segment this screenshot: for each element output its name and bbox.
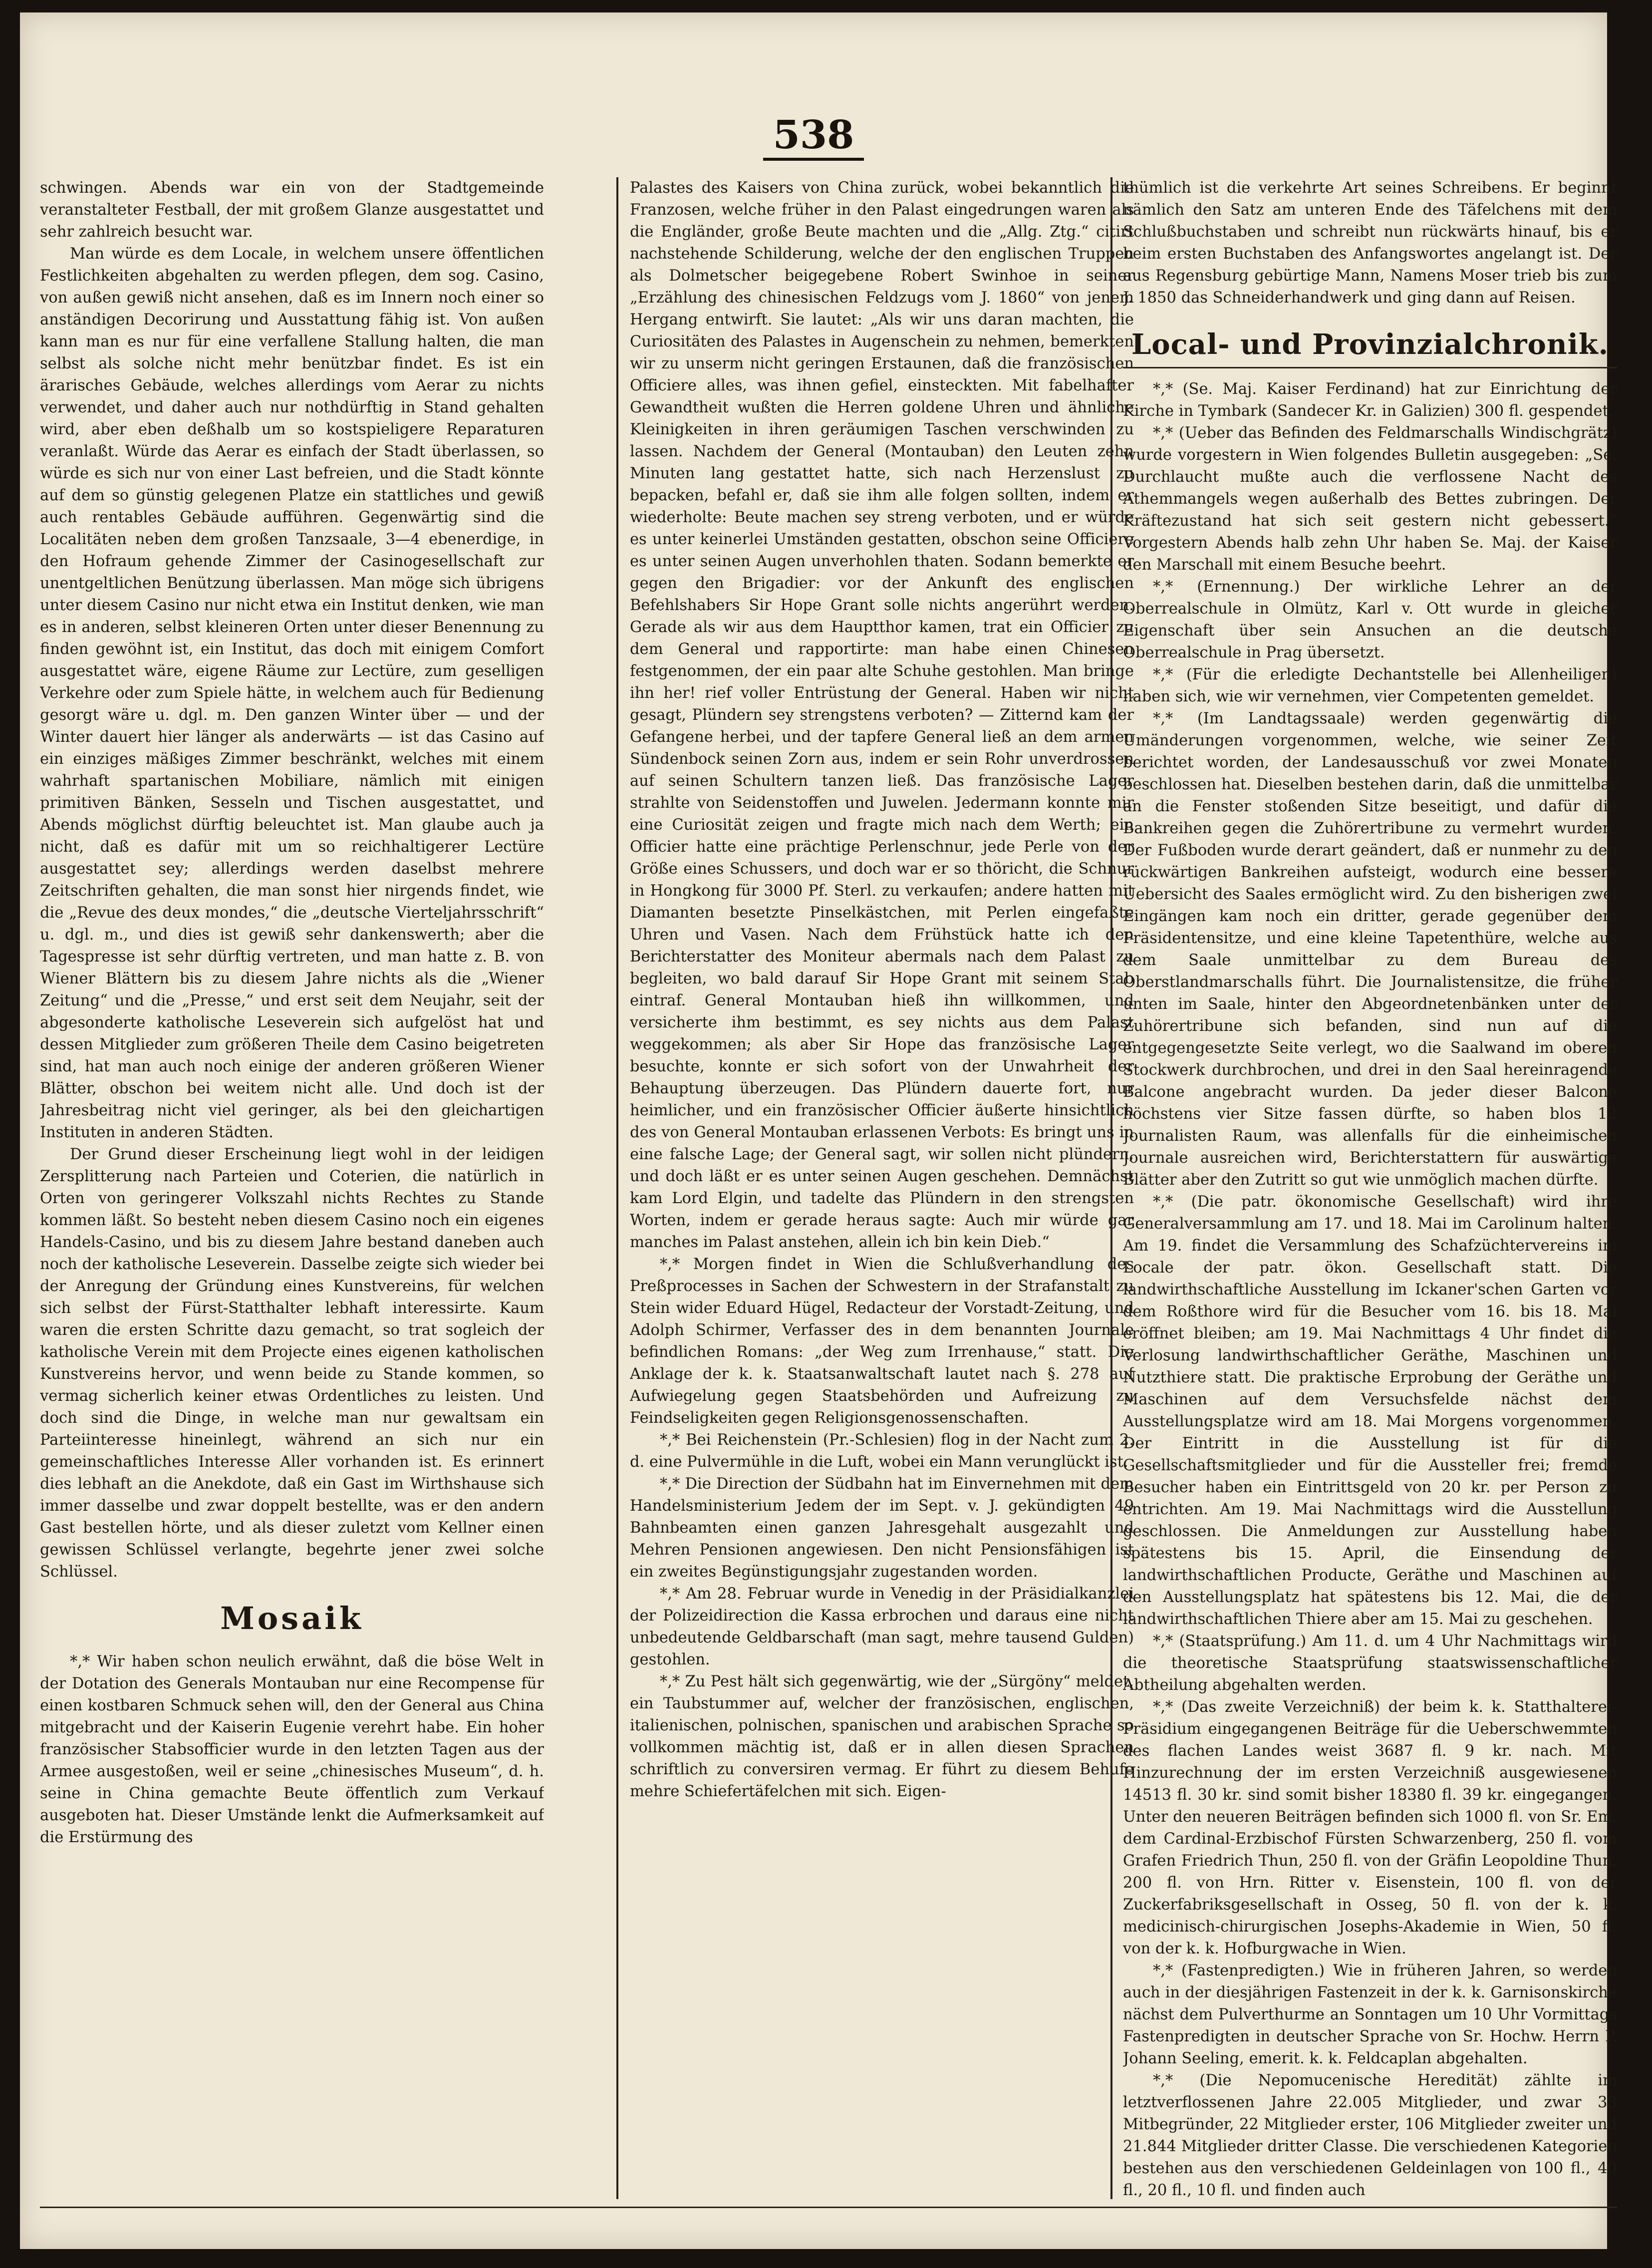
page-number bbox=[20, 112, 1607, 161]
paragraph: *,* Am 28. Februar wurde in Venedig in der Präsidialkanzlei der Polizeidirection die Kassa erbrochen und daraus eine nicht unbedeutende Geldbarschaft (man sagt, mehre tausend Gulden) gestohlen. bbox=[630, 1585, 1134, 1668]
column-3 bbox=[1123, 177, 1617, 2199]
page-number-text: 538 bbox=[763, 112, 864, 161]
paragraph: *,* (Fastenpredigten.) Wie in früheren Jahren, so werden auch in der diesjährigen Fastenzeit in der k. k. Garnisonskirche nächst dem Pulverthurme an Sonntagen um 10 Uhr Vormittags Fastenpredigten in deutscher Sprache von Sr. Hochw. Herrn P. Johann Seeling, emerit. k. k. Feldcaplan abgehalten. bbox=[1123, 1962, 1617, 2067]
section-heading-local-chronicle: Local- und Provinzialchronik. bbox=[1123, 322, 1617, 368]
paragraph: *,* (Se. Maj. Kaiser Ferdinand) hat zur Einrichtung der Kirche in Tymbark (Sandecer Kr. in Galizien) 300 fl. gespendet. bbox=[1123, 380, 1617, 420]
paragraph: Man würde es dem Locale, in welchem unsere öffentlichen Festlichkeiten abgehalten zu werden pflegen, dem sog. Casino, von außen gewiß nicht ansehen, daß es im Innern noch einer so anständigen Decorirung und Ausstattung fähig ist. Von außen kann man es nur für eine verfallene Stallung halten, die man selbst als solche nicht mehr benützbar findet. Es ist ein ärarisches Gebäude, welches allerdings vom Aerar zu nichts verwendet, und daher auch nur nothdürftig in Stand gehalten wird, aber eben deßhalb um so kostspieligere Reparaturen veranlaßt. Würde das Aerar es einfach der Stadt überlassen, so würde es sich nur von einer Last befreien, und die Stadt könnte auf dem so günstig gelegenen Platze ein stattliches und gewiß auch rentables Gebäude aufführen. Gegenwärtig sind die Localitäten neben dem großen Tanzsaale, 3—4 ebenerdige, in den Hofraum gehende Zimmer der Casinogesellschaft zur unentgeltlichen Benützung überlassen. Man möge sich übrigens unter diesem Casino nur nicht etwa ein Institut denken, wie man es in anderen, selbst kleineren Orten unter dieser Benennung zu finden gewöhnt ist, ein Institut, das doch mit einigem Comfort ausgestattet wäre, eigene Räume zur Lectüre, zum geselligen Verkehre oder zum Spiele hätte, in welchem auch für Bedienung gesorgt wäre u. dgl. m. Den ganzen Winter über — und der Winter dauert hier länger als anderwärts — ist das Casino auf ein einziges mäßiges Zimmer beschränkt, welches mit einem wahrhaft spartanischen Mobiliare, nämlich mit einigen primitiven Bänken, Sesseln und Tischen ausgestattet, und Abends möglichst dürftig beleuchtet ist. Man glaube auch ja nicht, daß es dafür mit um so reichhaltigerer Lectüre ausgestattet sey; allerdings werden daselbst mehrere Zeitschriften gehalten, die man sonst hier nirgends findet, wie die „Revue des deux mondes,“ die „deutsche Vierteljahrsschrift“ u. dgl. m., und dies ist gewiß sehr dankenswerth; aber die Tagespresse ist sehr dürftig vertreten, und man hatte z. B. von Wiener Blättern bis zu diesem Jahre nichts als die „Wiener Zeitung“ und die „Presse,“ und erst seit dem Neujahr, seit der abgesonderte katholische Leseverein sich aufgelöst hat und dessen Mitglieder zum größeren Theile dem Casino beigetreten sind, hat man auch noch einige der anderen größeren Wiener Blätter, obschon bei weitem nicht alle. Und doch ist der Jahresbeitrag nicht viel geringer, als bei den gleichartigen Instituten in anderen Städten. bbox=[40, 245, 544, 1141]
paragraph: *,* (Für die erledigte Dechantstelle bei Allenheiligen) haben sich, wie wir vernehmen, vier Competenten gemeldet. bbox=[1123, 666, 1617, 705]
paragraph: *,* (Das zweite Verzeichniß) der beim k. k. Statthalterei-Präsidium eingegangenen Beiträge für die Ueberschwemmten des flachen Landes weist 3687 fl. 9 kr. nach. Mit Hinzurechnung der im ersten Verzeichniß ausgewiesenen 14513 fl. 30 kr. sind somit bisher 18380 fl. 39 kr. eingegangen. Unter den neueren Beiträgen befinden sich 1000 fl. von Sr. Em. dem Cardinal-Erzbischof Fürsten Schwarzenberg, 250 fl. vom Grafen Friedrich Thun, 250 fl. von der Gräfin Leopoldine Thun, 200 fl. von Hrn. Ritter v. Eisenstein, 100 fl. von der Zuckerfabriksgesellschaft in Osseg, 50 fl. von der k. k. medicinisch-chirurgischen Josephs-Akademie in Wien, 50 fl. von der k. k. Hofburgwache in Wien. bbox=[1123, 1698, 1617, 1957]
paragraph: *,* Zu Pest hält sich gegenwärtig, wie der „Sürgöny“ meldet, ein Taubstummer auf, welcher der französischen, englischen, italienischen, polnischen, spanischen und arabischen Sprache so vollkommen mächtig ist, daß er in allen diesen Sprachen schriftlich zu conversiren vermag. Er führt zu diesem Behufe mehre Schiefertäfelchen mit sich. Eigen- bbox=[630, 1673, 1134, 1800]
paragraph: schwingen. Abends war ein von der Stadtgemeinde veranstalteter Festball, der mit großem Glanze ausgestattet und sehr zahlreich besucht war. bbox=[40, 179, 544, 241]
column-2 bbox=[630, 177, 1134, 2199]
paragraph: Palastes des Kaisers von China zurück, wobei bekanntlich die Franzosen, welche früher in den Palast eingedrungen waren als die Engländer, große Beute machten und die „Allg. Ztg.“ citirt nachstehende Schilderung, welche der den englischen Truppen als Dolmetscher beigegebene Robert Swinhoe in seiner „Erzählung des chinesischen Feldzugs vom J. 1860“ von jenem Hergang entwirft. Sie lautet: „Als wir uns daran machten, die Curiositäten des Palastes in Augenschein zu nehmen, bemerkten wir zu unserm nicht geringen Erstaunen, daß die französischen Officiere alles, was ihnen gefiel, einsteckten. Mit fabelhafter Gewandtheit wußten die Herren goldene Uhren und ähnliche Kleinigkeiten in ihren geräumigen Taschen verschwinden zu lassen. Nachdem der General (Montauban) den Leuten zehn Minuten lang gestattet hatte, sich nach Herzenslust zu bepacken, befahl er, daß sie ihm alle folgen sollten, indem er wiederholte: Beute machen sey streng verboten, und er würde es unter keinerlei Umständen gestatten, obschon seine Officiere es unter seinen Augen unverhohlen thaten. Sodann bemerkte er gegen den Brigadier: vor der Ankunft des englischen Befehlshabers Sir Hope Grant solle nichts angerührt werden. Gerade als wir aus dem Hauptthor kamen, trat ein Officier zu dem General und rapportirte: man habe einen Chinesen festgenommen, der ein paar alte Schuhe gestohlen. Man bringe ihn her! rief voller Entrüstung der General. Haben wir nicht gesagt, Plündern sey strengstens verboten? — Zitternd kam der Gefangene herbei, und der tapfere General ließ an dem armen Sündenbock seinen Zorn aus, indem er sein Rohr unverdrossen auf seinen Schultern tanzen ließ. Das französische Lager strahlte von Seidenstoffen und Juwelen. Jedermann konnte mir eine Curiosität zeigen und fragte mich nach dem Werth; ein Officier hatte eine prächtige Perlenschnur, jede Perle von der Größe eines Schussers, und doch war er so thöricht, die Schnur in Hongkong für 3000 Pf. Sterl. zu verkaufen; andere hatten mit Diamanten besetzte Pinselkästchen, mit Perlen eingefaßte Uhren und Vasen. Nach dem Frühstück hatte ich den Berichterstatter des Moniteur abermals nach dem Palast zu begleiten, wo bald darauf Sir Hope Grant mit seinem Stab eintraf. General Montauban hieß ihn willkommen, und versicherte ihm bestimmt, es sey nichts aus dem Palast weggekommen; als aber Sir Hope das französische Lager besuchte, konnte er sich sofort von der Unwahrheit der Behauptung überzeugen. Das Plündern dauerte fort, nur heimlicher, und ein französischer Officier äußerte hinsichtlich des von General Montauban erlassenen Verbots: Es bringt uns in eine falsche Lage; der General sagt, wir sollen nicht plündern, und doch läßt er es unter seinen Augen geschehen. Demnächst kam Lord Elgin, und tadelte das Plündern in den strengsten Worten, indem er gerade heraus sagte: Auch mir würde gar manches im Palast anstehen, allein ich bin kein Dieb.“ bbox=[630, 179, 1134, 1251]
newspaper-page bbox=[20, 12, 1617, 2249]
bottom-rule bbox=[40, 2207, 1617, 2208]
paragraph: *,* (Die Nepomucenische Heredität) zählte im letztverflossenen Jahre 22.005 Mitglieder, und zwar 33 Mitbegründer, 22 Mitglieder erster, 106 Mitglieder zweiter und 21.844 Mitglieder dritter Classe. Die verschiedenen Kategorien bestehen aus den verschiedenen Geldeinlagen von 100 fl., 40 fl., 20 fl., 10 fl. und finden auch bbox=[1123, 2072, 1617, 2199]
column-divider bbox=[616, 177, 618, 2199]
paragraph: *,* Wir haben schon neulich erwähnt, daß die böse Welt in der Dotation des Generals Montauban nur eine Recompense für einen kostbaren Schmuck sehen will, den der General aus China mitgebracht und der Kaiserin Eugenie verehrt habe. Ein hoher französischer Stabsofficier wurde in den letzten Tagen aus der Armee ausgestoßen, weil er seine „chinesisches Museum“, d. h. seine in China gemachte Beute öffentlich zum Verkauf ausgeboten hat. Dieser Umstände lenkt die Aufmerksamkeit auf die Erstürmung des bbox=[40, 1653, 544, 1846]
paragraph: *,* (Staatsprüfung.) Am 11. d. um 4 Uhr Nachmittags wird die theoretische Staatsprüfung staatswissenschaftlicher Abtheilung abgehalten werden. bbox=[1123, 1632, 1617, 1694]
paragraph: Der Grund dieser Erscheinung liegt wohl in der leidigen Zersplitterung nach Parteien und Coterien, die natürlich in Orten von geringerer Volkszahl nichts Rechtes zu Stande kommen läßt. So besteht neben diesem Casino noch ein eigenes Handels-Casino, und bis zu diesem Jahre bestand daneben auch noch der katholische Leseverein. Dasselbe zeigte sich wieder bei der Anregung der Gründung eines Kunstvereins, für welchen sich selbst der Fürst-Statthalter lebhaft interessirte. Kaum waren die ersten Schritte dazu gemacht, so trat sogleich der katholische Verein mit dem Projecte eines eigenen katholischen Kunstvereins hervor, und wenn beide zu Stande kommen, so vermag sicherlich keiner etwas Ordentliches zu leisten. Und doch sind die Dinge, in welche man nur gewaltsam ein Parteiinteresse hineinlegt, während an sich nur ein gemeinschaftliches Interesse Aller vorhanden ist. Es erinnert dies lebhaft an die Anekdote, daß ein Gast im Wirthshause sich immer dasselbe und zwar doppelt bestellte, was er den andern Gast bestellen hörte, und als dieser zuletzt vom Kellner einen gewissen Schlüssel verlangte, begehrte jener zwei solche Schlüssel. bbox=[40, 1146, 544, 1581]
paragraph: thümlich ist die verkehrte Art seines Schreibens. Er beginnt nämlich den Satz am unteren Ende des Täfelchens mit dem Schlußbuchstaben und schreibt nun rückwärts hinauf, bis er beim ersten Buchstaben des Anfangswortes angelangt ist. Der aus Regensburg gebürtige Mann, Namens Moser trieb bis zum J. 1850 das Schneiderhandwerk und ging dann auf Reisen. bbox=[1123, 179, 1617, 307]
paragraph: *,* (Ueber das Befinden des Feldmarschalls Windischgrätz) wurde vorgestern in Wien folgendes Bulletin ausgegeben: „Se. Durchlaucht mußte auch die verflossene Nacht des Athemmangels wegen außerhalb des Bettes zubringen. Der Kräftezustand hat sich seit gestern nicht gebessert.“ Vorgestern Abends halb zehn Uhr haben Se. Maj. der Kaiser den Marschall mit einem Besuche beehrt. bbox=[1123, 424, 1617, 574]
column-1 bbox=[40, 177, 544, 2199]
paragraph: *,* (Die patr. ökonomische Gesellschaft) wird ihre Generalversammlung am 17. und 18. Mai im Carolinum halten. Am 19. findet die Versammlung des Schafzüchtervereins im Locale der patr. ökon. Gesellschaft statt. Die landwirthschaftliche Ausstellung im Ickaner'schen Garten vor dem Roßthore wird für die Besucher vom 16. bis 18. Mai eröffnet bleiben; am 19. Mai Nachmittags 4 Uhr findet die Verlosung landwirthschaftlicher Geräthe, Maschinen und Nutzthiere statt. Die praktische Erprobung der Geräthe und Maschinen auf dem Versuchsfelde nächst dem Ausstellungsplatze wird am 18. Mai Morgens vorgenommen. Der Eintritt in die Ausstellung ist für die Gesellschaftsmitglieder und für die Aussteller frei; fremde Besucher haben ein Eintrittsgeld von 20 kr. per Person zu entrichten. Am 19. Mai Nachmittags wird die Ausstellung geschlossen. Die Anmeldungen zur Ausstellung haben spätestens bis 15. April, die Einsendung der landwirthschaftlichen Producte, Geräthe und Maschinen auf den Ausstellungsplatz hat spätestens bis 12. Mai, die der landwirthschaftlichen Thiere aber am 15. Mai zu geschehen. bbox=[1123, 1193, 1617, 1628]
paragraph: *,* (Ernennung.) Der wirkliche Lehrer an der Oberrealschule in Olmütz, Karl v. Ott wurde in gleicher Eigenschaft über sein Ansuchen an die deutsche Oberrealschule in Prag übersetzt. bbox=[1123, 578, 1617, 661]
paragraph: *,* Morgen findet in Wien die Schlußverhandlung des Preßprocesses in Sachen der Schwestern in der Strafanstalt zu Stein wider Eduard Hügel, Redacteur der Vorstadt-Zeitung, und Adolph Schirmer, Verfasser des in dem benannten Journale befindlichen Romans: „der Weg zum Irrenhause,“ statt. Die Anklage der k. k. Staatsanwaltschaft lautet nach §. 278 auf Aufwiegelung gegen Staatsbehörden und Aufreizung zu Feindseligkeiten gegen Religionsgenossenschaften. bbox=[630, 1256, 1134, 1427]
paragraph: *,* Die Direction der Südbahn hat im Einvernehmen mit dem Handelsministerium Jedem der im Sept. v. J. gekündigten 49 Bahnbeamten einen ganzen Jahresgehalt ausgezahlt und Mehren Pensionen angewiesen. Den nicht Pensionsfähigen ist ein zweites Begünstigungsjahr zugestanden worden. bbox=[630, 1475, 1134, 1581]
section-heading-mosaik: Mosaik bbox=[220, 1600, 364, 1636]
paragraph: *,* Bei Reichenstein (Pr.-Schlesien) flog in der Nacht zum 2. d. eine Pulvermühle in die Luft, wobei ein Mann verunglückt ist. bbox=[630, 1431, 1134, 1471]
paragraph: *,* (Im Landtagssaale) werden gegenwärtig die Umänderungen vorgenommen, welche, wie seiner Zeit berichtet worden, der Landesausschuß vor zwei Monaten beschlossen hat. Dieselben bestehen darin, daß die unmittelbar an die Fenster stoßenden Sitze beseitigt, und dafür die Bankreihen gegen die Zuhörertribune zu vermehrt wurden. Der Fußboden wurde derart geändert, daß er nunmehr zu den rückwärtigen Bankreihen aufsteigt, wodurch eine bessere Uebersicht des Saales ermöglicht wird. Zu den bisherigen zwei Eingängen kam noch ein dritter, gerade gegenüber dem Präsidentensitze, und eine kleine Tapetenthüre, welche aus dem Saale unmittelbar zu dem Bureau des Oberstlandmarschalls führt. Die Journalistensitze, die früher unten im Saale, hinter den Abgeordnetenbänken unter der Zuhörertribune sich befanden, sind nun auf die entgegengesetzte Seite verlegt, wo die Saalwand im oberen Stockwerk durchbrochen, und drei in den Saal hereinragende Balcone angebracht wurden. Da jeder dieser Balcone höchstens vier Sitze fassen dürfte, so haben blos 12 Journalisten Raum, was allenfalls für die einheimischen Journale ausreichen wird, Berichterstattern für auswärtige Blätter aber den Zutritt so gut wie unmöglich machen dürfte. bbox=[1123, 710, 1617, 1189]
